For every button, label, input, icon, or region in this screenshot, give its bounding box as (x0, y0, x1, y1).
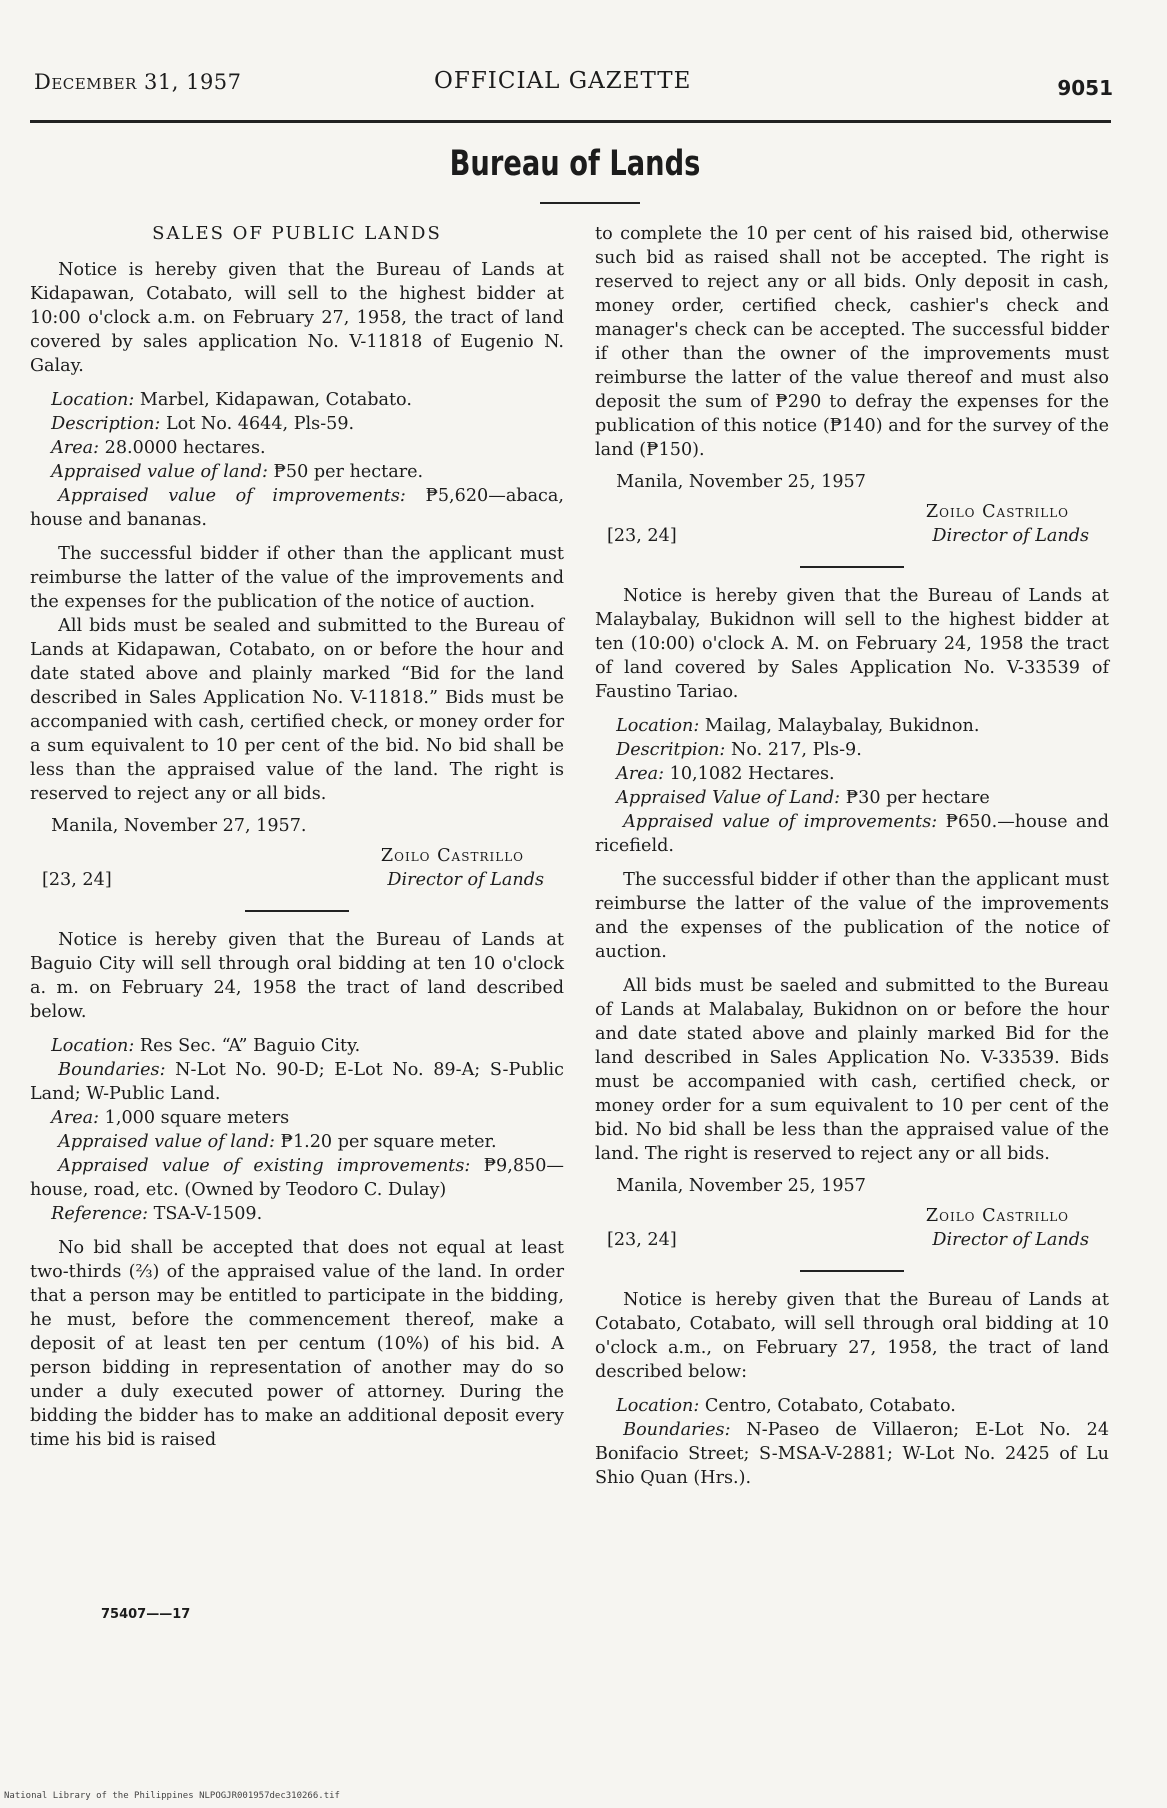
notice4-boundaries: Boundaries: N-Paseo de Villaeron; E-Lot No. 24 Bonifacio Street; S-MSA-V-2881; W-Lot No. 2425 of Lu Shio Quan (Hrs.). (595, 1420, 1110, 1488)
notice2-place-date: Manila, November 25, 1957 (616, 472, 866, 492)
notice2-area: Area: 1,000 square meters (51, 1108, 290, 1128)
right-column (595, 222, 1109, 1490)
notice2-intro: Notice is hereby given that the Bureau of Lands at Baguio City will sell through oral bidding at ten 10 o'clock a. m. on February 24, 1958 the tract of land described below. (30, 930, 564, 1022)
notice2-signature (595, 500, 1109, 552)
notice2-improvements: Appraised value of existing improvements: ₱9,850—house, road, etc. (Owned by Teodoro C. Dulay) (30, 1156, 564, 1200)
notice2-para1-continued: to complete the 10 per cent of his raised bid, otherwise such bid as raised shall not be accepted. The right is reserved to reject any or all bids. Only deposit in cash, money order, certified check, cashier's check and manager's check can be accepted. The successful bidder if other than the owner of the improvements must reimburse the latter of the value thereof and must also deposit the sum of ₱290 to defray the expenses for the publication of this notice (₱140) and for the survey of the land (₱150). (595, 224, 1109, 460)
notice2-reference: Reference: TSA-V-1509. (51, 1204, 263, 1224)
notice3-para1: The successful bidder if other than the applicant must reimburse the latter of the value of the improvements and the expenses of the publication of the notice of auction. (595, 870, 1109, 962)
notice2-para1: No bid shall be accepted that does not equal at least two-thirds (⅔) of the appraised value of the land. In order that a person may be entitled to participate in the bidding, he must, before the commencement thereof, make a deposit of at least ten per centum (10%) of his bid. A person bidding in representation of another may do so under a duly executed power of attorney. During the bidding the bidder has to make an additional deposit every time his bid is raised (30, 1238, 564, 1450)
notice1-position: Director of Lands (387, 870, 544, 890)
notice3-area: Area: 10,1082 Hectares. (616, 764, 835, 784)
notice3-description: Descritpion: No. 217, Pls-9. (616, 740, 862, 760)
notice3-place-date: Manila, November 25, 1957 (616, 1176, 866, 1196)
notice2-land-value: Appraised value of land: ₱1.20 per square meter. (58, 1132, 497, 1152)
notice4-location: Location: Centro, Cotabato, Cotabato. (616, 1396, 956, 1416)
notice1-land-value: Appraised value of land: ₱50 per hectare. (51, 462, 424, 482)
notice2-ref: [23, 24] (607, 526, 677, 546)
notice1-ref: [23, 24] (42, 870, 112, 890)
notice3-land-value: Appraised Value of Land: ₱30 per hectare (616, 788, 990, 808)
notice3-position: Director of Lands (932, 1230, 1089, 1250)
notice-divider (800, 1270, 904, 1272)
notice3-signatory: Zoilo Castrillo (925, 1206, 1069, 1226)
scan-footer: National Library of the Philippines NLPOGJR001957dec310266.tif (4, 1791, 340, 1801)
notice1-description: Description: Lot No. 4644, Pls-59. (51, 414, 355, 434)
issue-date: December 31, 1957 (34, 70, 242, 94)
notice3-location: Location: Mailag, Malaybalay, Bukidnon. (616, 716, 980, 736)
notice2-boundaries: Boundaries: N-Lot No. 90-D; E-Lot No. 89-A; S-Public Land; W-Public Land. (30, 1060, 564, 1104)
print-code: 75407——17 (101, 1607, 191, 1622)
notice2-signatory: Zoilo Castrillo (925, 502, 1069, 522)
notice3-intro: Notice is hereby given that the Bureau of Lands at Malaybalay, Bukidnon will sell to the highest bidder at ten (10:00) o'clock A. M. on February 24, 1958 the tract of land covered by Sales Application No. V-33539 of Faustino Tariao. (595, 586, 1109, 702)
notice2-position: Director of Lands (932, 526, 1089, 546)
notice1-location: Location: Marbel, Kidapawan, Cotabato. (51, 390, 412, 410)
notice2-location: Location: Res Sec. “A” Baguio City. (51, 1036, 361, 1056)
notice1-para2: All bids must be sealed and submitted to the Bureau of Lands at Kidapawan, Cotabato, on or before the hour and date stated above and plainly marked “Bid for the land described in Sales Application No. V-11818.” Bids must be accompanied with cash, certified check, or money order for a sum equivalent to 10 per cent of the bid. No bid shall be less than the appraised value of the land. The right is reserved to reject any or all bids. (30, 616, 564, 804)
notice3-improvements: Appraised value of improvements: ₱650.—house and ricefield. (595, 812, 1110, 856)
notice-divider (800, 566, 904, 568)
notice1-signatory: Zoilo Castrillo (380, 846, 524, 866)
notice-divider (245, 910, 349, 912)
notice1-improvements: Appraised value of improvements: ₱5,620—abaca, house and bananas. (30, 486, 564, 530)
notice1-signature (30, 844, 564, 896)
section-divider (540, 202, 640, 204)
notice4-intro: Notice is hereby given that the Bureau of Lands at Cotabato, Cotabato, will sell through oral bidding at 10 o'clock a.m., on February 27, 1958, the tract of land described below: (595, 1290, 1109, 1382)
header-rule (30, 120, 1111, 123)
notice-heading: SALES OF PUBLIC LANDS (152, 223, 442, 244)
notice3-ref: [23, 24] (607, 1230, 677, 1250)
left-column (30, 222, 564, 1452)
publication-title: OFFICIAL GAZETTE (434, 68, 692, 94)
page-header (34, 70, 1113, 104)
notice3-signature (595, 1204, 1109, 1256)
section-title: Bureau of Lands (449, 144, 701, 184)
notice3-para2: All bids must be saeled and submitted to the Bureau of Lands at Malabalay, Bukidnon on or before the hour and date stated above and plainly marked Bid for the land described in Sales Application No. V-33539. Bids must be accompanied with cash, certified check, or money order for a sum equivalent to 10 per cent of the bid. No bid shall be less than the appraised value of the land. The right is reserved to reject any or all bids. (595, 976, 1109, 1164)
notice1-place-date: Manila, November 27, 1957. (51, 816, 307, 836)
notice1-para1: The successful bidder if other than the applicant must reimburse the latter of the value of the improvements and the expenses for the publication of the notice of auction. (30, 544, 564, 612)
notice1-area: Area: 28.0000 hectares. (51, 438, 266, 458)
page-number: 9051 (1057, 76, 1113, 100)
notice1-intro: Notice is hereby given that the Bureau of Lands at Kidapawan, Cotabato, will sell to the highest bidder at 10:00 o'clock a.m. on February 27, 1958, the tract of land covered by sales application No. V-11818 of Eugenio N. Galay. (30, 260, 564, 376)
